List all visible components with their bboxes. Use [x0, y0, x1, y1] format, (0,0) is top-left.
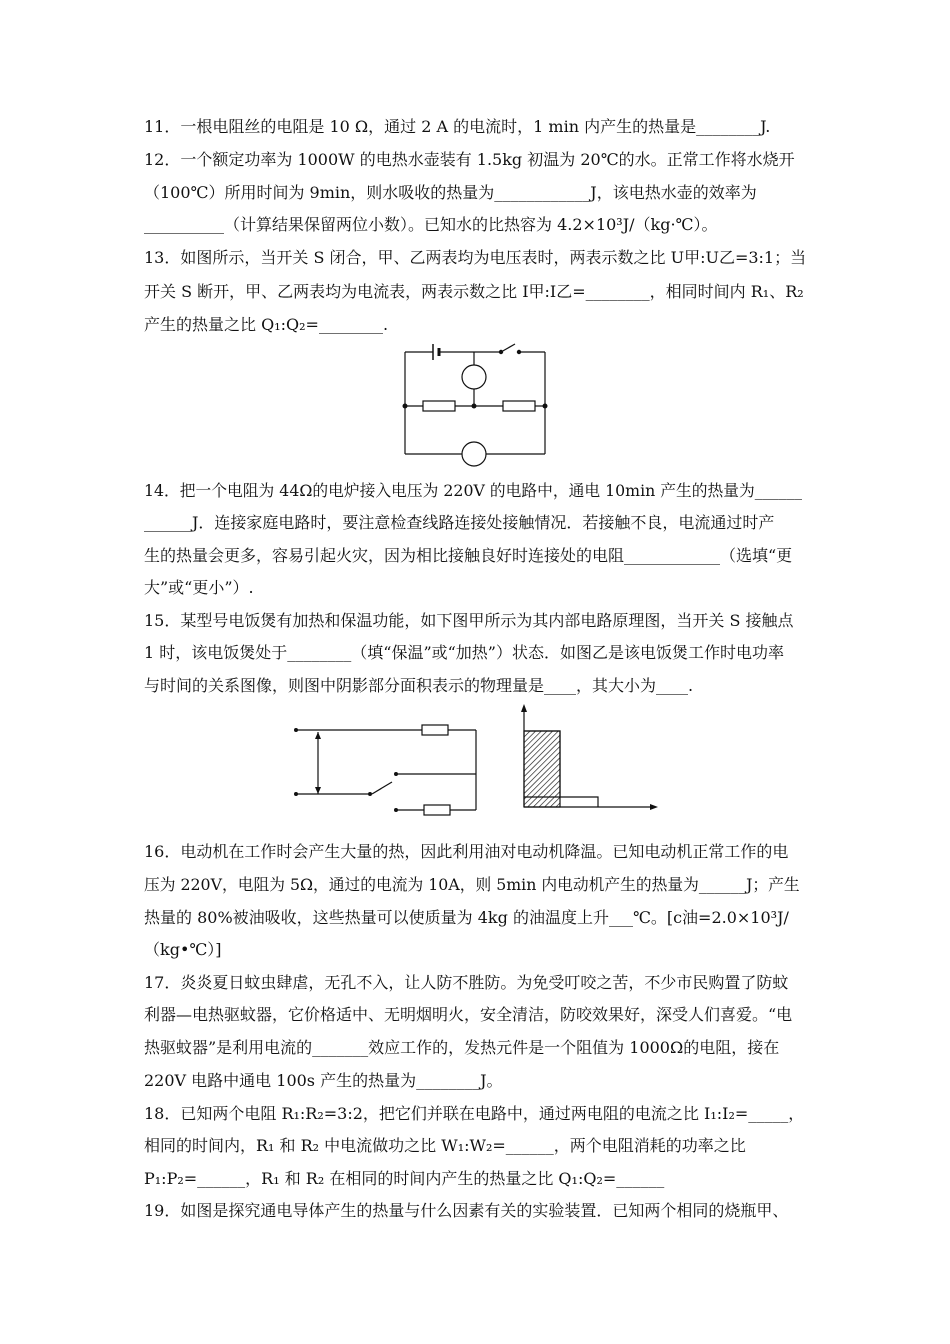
- question-17-line-2: 利器—电热驱蚊器，它价格适中、无明烟明火，安全清洁，防咬效果好，深受人们喜爱。“电: [144, 1005, 793, 1024]
- switch-pivot: [368, 792, 372, 796]
- contact-1-dot: [394, 772, 398, 776]
- question-18-line-1: 18．已知两个电阻 R₁:R₂=3:2，把它们并联在电路中，通过两电阻的电流之比 I₁:I₂=_____，: [144, 1104, 805, 1123]
- resistor-r2: [503, 401, 535, 411]
- shaded-area: [524, 731, 560, 807]
- input-terminal: [294, 728, 298, 732]
- junction-dot: [403, 404, 408, 409]
- switch-blade: [501, 344, 515, 352]
- switch-contact: [499, 350, 503, 354]
- question-12-line-3: __________（计算结果保留两位小数）。已知水的比热容为 4.2×10³J/（kg·℃）。: [144, 215, 718, 234]
- question-12-line-2: （100℃）所用时间为 9min，则水吸收的热量为____________J，该电热水壶的效率为: [144, 183, 757, 202]
- question-17-line-4: 220V 电路中通电 100s 产生的热量为________J。: [144, 1071, 503, 1090]
- switch-blade: [372, 782, 392, 794]
- question-19-line-1: 19．如图是探究通电导体产生的热量与什么因素有关的实验装置．已知两个相同的烧瓶甲、: [144, 1201, 789, 1220]
- question-18-line-2: 相同的时间内，R₁ 和 R₂ 中电流做功之比 W₁:W₂=______，两个电阻消耗的功率之比: [144, 1136, 746, 1155]
- meter-yi: [462, 365, 486, 389]
- question-14-line-1: 14．把一个电阻为 44Ω的电炉接入电压为 220V 的电路中，通电 10min 产生的热量为______: [144, 481, 803, 500]
- input-terminal: [294, 792, 298, 796]
- question-11-line-1: 11．一根电阻丝的电阻是 10 Ω，通过 2 A 的电流时，1 min 内产生的热量是________J.: [144, 117, 771, 136]
- contact-2-dot: [394, 808, 398, 812]
- junction-dot: [543, 404, 548, 409]
- circuit-diagram-q15-jia: [292, 708, 488, 832]
- resistor-r1: [422, 725, 448, 735]
- voltage-arrow-head-up: [315, 732, 321, 739]
- question-15-line-1: 15．某型号电饭煲有加热和保温功能，如下图甲所示为其内部电路原理图，当开关 S 接触点: [144, 611, 794, 630]
- x-axis-arrow: [650, 804, 658, 810]
- question-13-line-2: 开关 S 断开，甲、乙两表均为电流表，两表示数之比 I甲:I乙=________，相同时间内 R₁、R₂: [144, 282, 804, 301]
- y-axis-arrow: [521, 704, 527, 712]
- question-17-line-1: 17．炎炎夏日蚊虫肆虐，无孔不入，让人防不胜防。为免受叮咬之苦，不少市民购置了防蚊: [144, 973, 789, 992]
- question-15-line-3: 与时间的关系图像，则图中阴影部分面积表示的物理量是____，其大小为____.: [144, 676, 694, 695]
- switch-contact: [517, 350, 521, 354]
- question-16-line-4: （kg•℃）]: [144, 940, 222, 959]
- resistor-r1: [423, 401, 455, 411]
- question-15-line-2: 1 时，该电饭煲处于________（填“保温”或“加热”）状态．如图乙是该电饭煲工作时电功率: [144, 643, 784, 662]
- question-14-line-2: ______J．连接家庭电路时，要注意检查线路连接处接触情况．若接触不良，电流通过时产: [144, 513, 775, 532]
- power-time-graph-q15-yi: [502, 702, 662, 834]
- voltage-arrow-head-down: [315, 787, 321, 794]
- question-13-line-1: 13．如图所示，当开关 S 闭合，甲、乙两表均为电压表时，两表示数之比 U甲:U乙=3:1；当: [144, 248, 807, 267]
- question-18-line-3: P₁:P₂=______，R₁ 和 R₂ 在相同的时间内产生的热量之比 Q₁:Q₂=______: [144, 1169, 665, 1188]
- resistor-r2: [424, 805, 450, 815]
- question-12-line-1: 12．一个额定功率为 1000W 的电热水壶装有 1.5kg 初温为 20℃的水。正常工作将水烧开: [144, 150, 795, 169]
- question-17-line-3: 热驱蚊器”是利用电流的_______效应工作的，发热元件是一个阻值为 1000Ω的电阻，接在: [144, 1038, 780, 1057]
- question-16-line-1: 16．电动机在工作时会产生大量的热，因此利用油对电动机降温。已知电动机正常工作的电: [144, 842, 789, 861]
- question-14-line-4: 大”或“更小”）.: [144, 578, 254, 597]
- question-14-line-3: 生的热量会更多，容易引起火灾，因为相比接触良好时连接处的电阻____________（选填“更: [144, 546, 793, 565]
- circuit-diagram-q13: [395, 342, 555, 470]
- question-13-line-3: 产生的热量之比 Q₁:Q₂=________.: [144, 315, 389, 334]
- question-16-line-2: 压为 220V，电阻为 5Ω，通过的电流为 10A，则 5min 内电动机产生的热量为______J；产生: [144, 875, 800, 894]
- question-16-line-3: 热量的 80%被油吸收，这些热量可以使质量为 4kg 的油温度上升___℃。[c油=2.0×10³J/: [144, 908, 789, 927]
- junction-dot: [472, 404, 477, 409]
- meter-jia: [462, 442, 486, 466]
